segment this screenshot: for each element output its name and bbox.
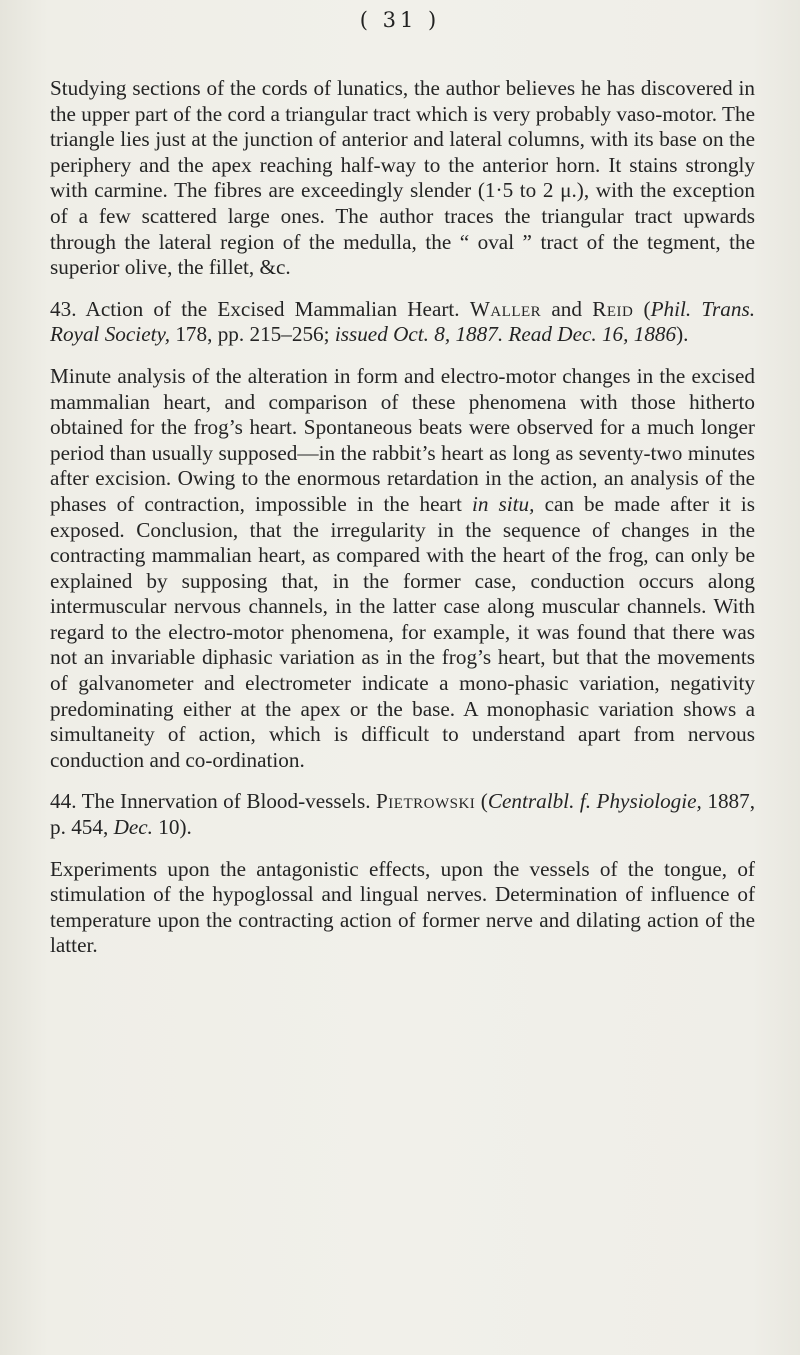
entry-44-author: Pietrowski: [376, 789, 476, 814]
entry-43-heading: [50, 297, 755, 348]
entry-43-journal: Phil. Trans. Royal Society,: [50, 296, 756, 347]
entry-44-ref-open: (: [480, 789, 488, 814]
entry-43-summary-text: Minute analysis of the alteration in form and electro-motor changes in the excised mammalian heart, and comparison of these phenomena with those hitherto obtained for the frog’s heart. Spontaneous beats were observed for a much longer period than usually supposed—in the rabbit’s heart as long as seventy-two minutes after excision. Owing to the enormous retardation in the action, an analysis of the phases of contraction, impossible in the heart: [50, 363, 755, 516]
entry-43-ref-close: ).: [676, 322, 689, 347]
entry-44-number: 44.: [50, 789, 77, 814]
entry-43-issued: issued Oct. 8, 1887. Read Dec. 16, 1886: [334, 322, 677, 347]
entry-43-and: and: [551, 296, 582, 321]
text-column: [50, 76, 755, 959]
page-number: ( 31 ): [359, 8, 441, 32]
paragraph-lunatic-cords: Studying sections of the cords of lunatics, the author believes he has discovered in the upper part of the cord a triangular tract which is very probably vaso-motor. The triangle lies just at the junction of anterior and lateral columns, with its base on the periphery and the apex reaching half-way to the anterior horn. It stains strongly with carmine. The fibres are exceedingly slender (1·5 to 2 μ.), with the exception of a few scattered large ones. The author traces the triangular tract upwards through the lateral region of the medulla, the “ oval ” tract of the tegment, the superior olive, the fillet, &c.: [50, 76, 755, 280]
entry-43-in-situ: in situ,: [471, 491, 535, 516]
entry-44-journal: Centralbl. f. Physiologie,: [487, 789, 702, 814]
entry-44-summary: Experiments upon the antagonistic effects, upon the vessels of the tongue, of stimulation of the hypoglossal and lingual nerves. Determination of influence of temperature upon the contracting action of former nerve and dilating action of the latter.: [50, 856, 755, 958]
entry-43-summary-cont: can be made after it is exposed. Conclusion, that the irregularity in the sequence of changes in the contracting mammalian heart, as compared with the heart of the frog, can only be explained by supposing that, in the former case, conduction occurs along intermuscular nervous channels, in the latter case along muscular channels. With regard to the electro-motor phenomena, for example, it was found that there was not an invariable diphasic variation as in the frog’s heart, but that the movements of galvanometer and electrometer indicate a mono-phasic variation, negativity predominating either at the apex or the base. A monophasic variation shows a simultaneity of action, which is difficult to understand apart from nervous conduction and co-ordination.: [50, 491, 756, 772]
entry-43-ref-open: (: [643, 296, 651, 321]
entry-44-title: The Innervation of Blood-vessels.: [81, 789, 371, 814]
entry-43-summary: [50, 364, 755, 774]
entry-44-ref-close: ).: [179, 815, 192, 840]
entry-43-author-2: Reid: [592, 296, 634, 321]
entry-43-ref-detail: 178, pp. 215–256;: [175, 322, 330, 347]
entry-43-title: Action of the Excised Mammalian Heart.: [85, 296, 460, 321]
entry-44-date-num: 10: [158, 815, 180, 840]
entry-43-number: 43.: [50, 296, 77, 321]
entry-44-date: Dec.: [113, 815, 153, 840]
entry-43-author-1: Waller: [469, 296, 542, 321]
entry-44-ref-detail: 1887, p. 454,: [50, 789, 756, 840]
entry-44-heading: [50, 789, 755, 840]
